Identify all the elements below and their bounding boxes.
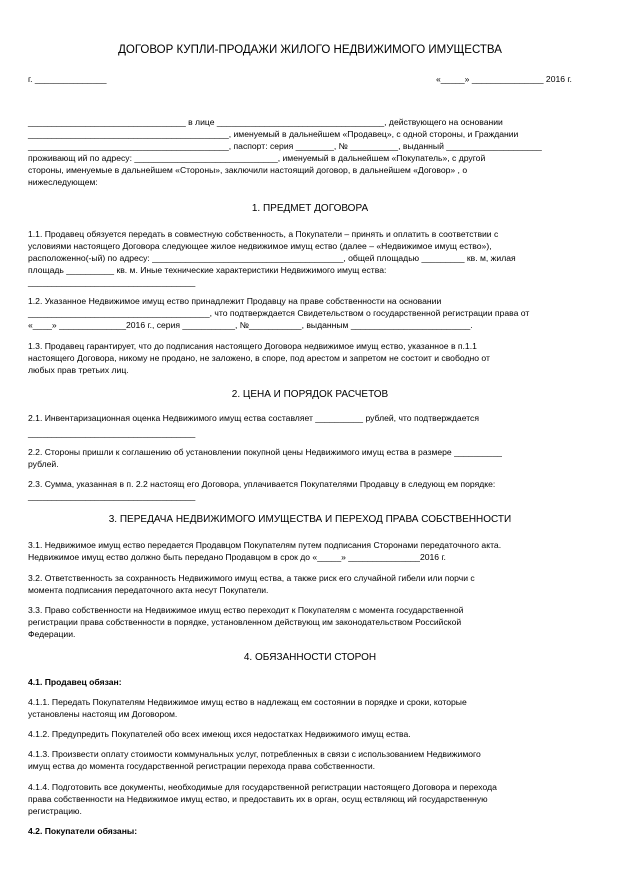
- clause-line: 2.3. Сумма, указанная в п. 2.2 настоящ его Договора, уплачивается Покупателями Продавцу в следующ ем порядке:: [28, 479, 496, 489]
- clause-line: Федерации.: [28, 629, 76, 639]
- blank-line: ___________________________________: [28, 428, 196, 438]
- clause-line: 1.2. Указанное Недвижимое имущ ество принадлежит Продавцу на праве собственности на основании: [28, 296, 442, 306]
- intro-line: стороны, именуемые в дальнейшем «Стороны», заключили настоящий договор, в дальнейшем «Договор» , о: [28, 165, 468, 175]
- document-title: ДОГОВОР КУПЛИ-ПРОДАЖИ ЖИЛОГО НЕДВИЖИМОГО ИМУЩЕСТВА: [118, 44, 502, 56]
- clause-line: 3.2. Ответственность за сохранность Недвижимого имущ ества, а также риск его случайной гибели или порчи с: [28, 573, 475, 583]
- clause-line: регистрацию.: [28, 806, 82, 816]
- clause-line: момента подписания передаточного акта несут Покупатели.: [28, 585, 269, 595]
- clause-line: 3.1. Недвижимое имущ ество передается Продавцом Покупателям путем подписания Сторонами передаточного акта.: [28, 540, 502, 550]
- clause-line: 4.1.2. Предупредить Покупателей обо всех имеющ ихся недостатках Недвижимого имущ ества.: [28, 729, 411, 739]
- intro-line: __________________________________________, именуемый в дальнейшем «Продавец», с одной стороны, и Граждании: [28, 129, 519, 139]
- intro-line: проживающ ий по адресу: ______________________________, именуемый в дальнейшем «Покупатель», с другой: [28, 153, 486, 163]
- clause-line: имущ ества до момента государственной регистрации перехода права собственности.: [28, 761, 376, 771]
- intro-line: _________________________________ в лице ___________________________________, действующего на основании: [28, 117, 503, 127]
- clause-line: ______________________________________, что подтверждается Свидетельством о государственной регистрации права от: [28, 308, 530, 318]
- clause-line: 4.1.3. Произвести оплату стоимости коммунальных услуг, потребленных в связи с использованием Недвижимого: [28, 749, 481, 759]
- blank-line: ___________________________________: [28, 491, 196, 501]
- clause-line: условиями настоящего Договора следующее жилое недвижимое имущ ество (далее – «Недвижимое имущ ество»),: [28, 241, 492, 251]
- clause-line: «____» ______________2016 г., серия ___________, №___________, выданным _________________________.: [28, 320, 473, 330]
- clause-line: 4.1.4. Подготовить все документы, необходимые для государственной регистрации настоящего Договора и перехода: [28, 782, 497, 792]
- clause-line: 4.1.1. Передать Покупателям Недвижимое имущ ество в надлежащ ем состоянии в порядке и сроки, которые: [28, 697, 467, 707]
- seller-obligations-label: 4.1. Продавец обязан:: [28, 677, 122, 687]
- clause-line: права собственности на Недвижимое имущ ество, и предоставить их в орган, осущ ествляющ ий государственную: [28, 794, 488, 804]
- clause-line: 2.1. Инвентаризационная оценка Недвижимого имущ ества составляет __________ рублей, что подтверждается: [28, 413, 479, 423]
- section-heading: 1. ПРЕДМЕТ ДОГОВОРА: [251, 203, 369, 214]
- clause-line: рублей.: [28, 459, 59, 469]
- clause-line: установлены настоящ им Договором.: [28, 709, 178, 719]
- clause-line: расположенно(-ый) по адресу: ________________________________________, общей площадью _________ кв. м, жилая: [28, 253, 516, 263]
- blank-line: ___________________________________: [28, 277, 196, 287]
- section-heading: 4. ОБЯЗАННОСТИ СТОРОН: [243, 652, 377, 663]
- buyers-obligations-label: 4.2. Покупатели обязаны:: [28, 826, 138, 836]
- intro-line: нижеследующем:: [28, 177, 98, 187]
- clause-line: площадь __________ кв. м. Иные технические характеристики Недвижимого имущ ества:: [28, 265, 387, 275]
- clause-line: регистрации права собственности в порядке, установленном действующ им законодательством Российской: [28, 617, 462, 627]
- section-heading: 2. ЦЕНА И ПОРЯДОК РАСЧЕТОВ: [231, 389, 389, 400]
- intro-line: __________________________________________, паспорт: серия ________, № __________, выданный ____________________: [28, 141, 542, 151]
- clause-line: 2.2. Стороны пришли к соглашению об установлении покупной цены Недвижимого имущ ества в размере __________: [28, 447, 502, 457]
- clause-line: 1.3. Продавец гарантирует, что до подписания настоящего Договора недвижимое имущ ество, указанное в п.1.1: [28, 341, 477, 351]
- city-field: г. _______________: [28, 74, 107, 84]
- clause-line: любых прав третьих лиц.: [28, 365, 129, 375]
- section-heading: 3. ПЕРЕДАЧА НЕДВИЖИМОГО ИМУЩЕСТВА И ПЕРЕХОД ПРАВА СОБСТВЕННОСТИ: [108, 514, 512, 525]
- clause-line: 1.1. Продавец обязуется передать в совместную собственность, а Покупатели – принять и оплатить в соответствии с: [28, 229, 499, 239]
- date-field: «_____» _______________ 2016 г.: [436, 74, 572, 84]
- clause-line: 3.3. Право собственности на Недвижимое имущ ество переходит к Покупателям с момента государственной: [28, 605, 464, 615]
- clause-line: настоящего Договора, никому не продано, не заложено, в споре, под арестом и запретом не состоит и свободно от: [28, 353, 490, 363]
- clause-line: Недвижимое имущ ество должно быть передано Продавцом в срок до «_____» _______________2016 г.: [28, 552, 446, 562]
